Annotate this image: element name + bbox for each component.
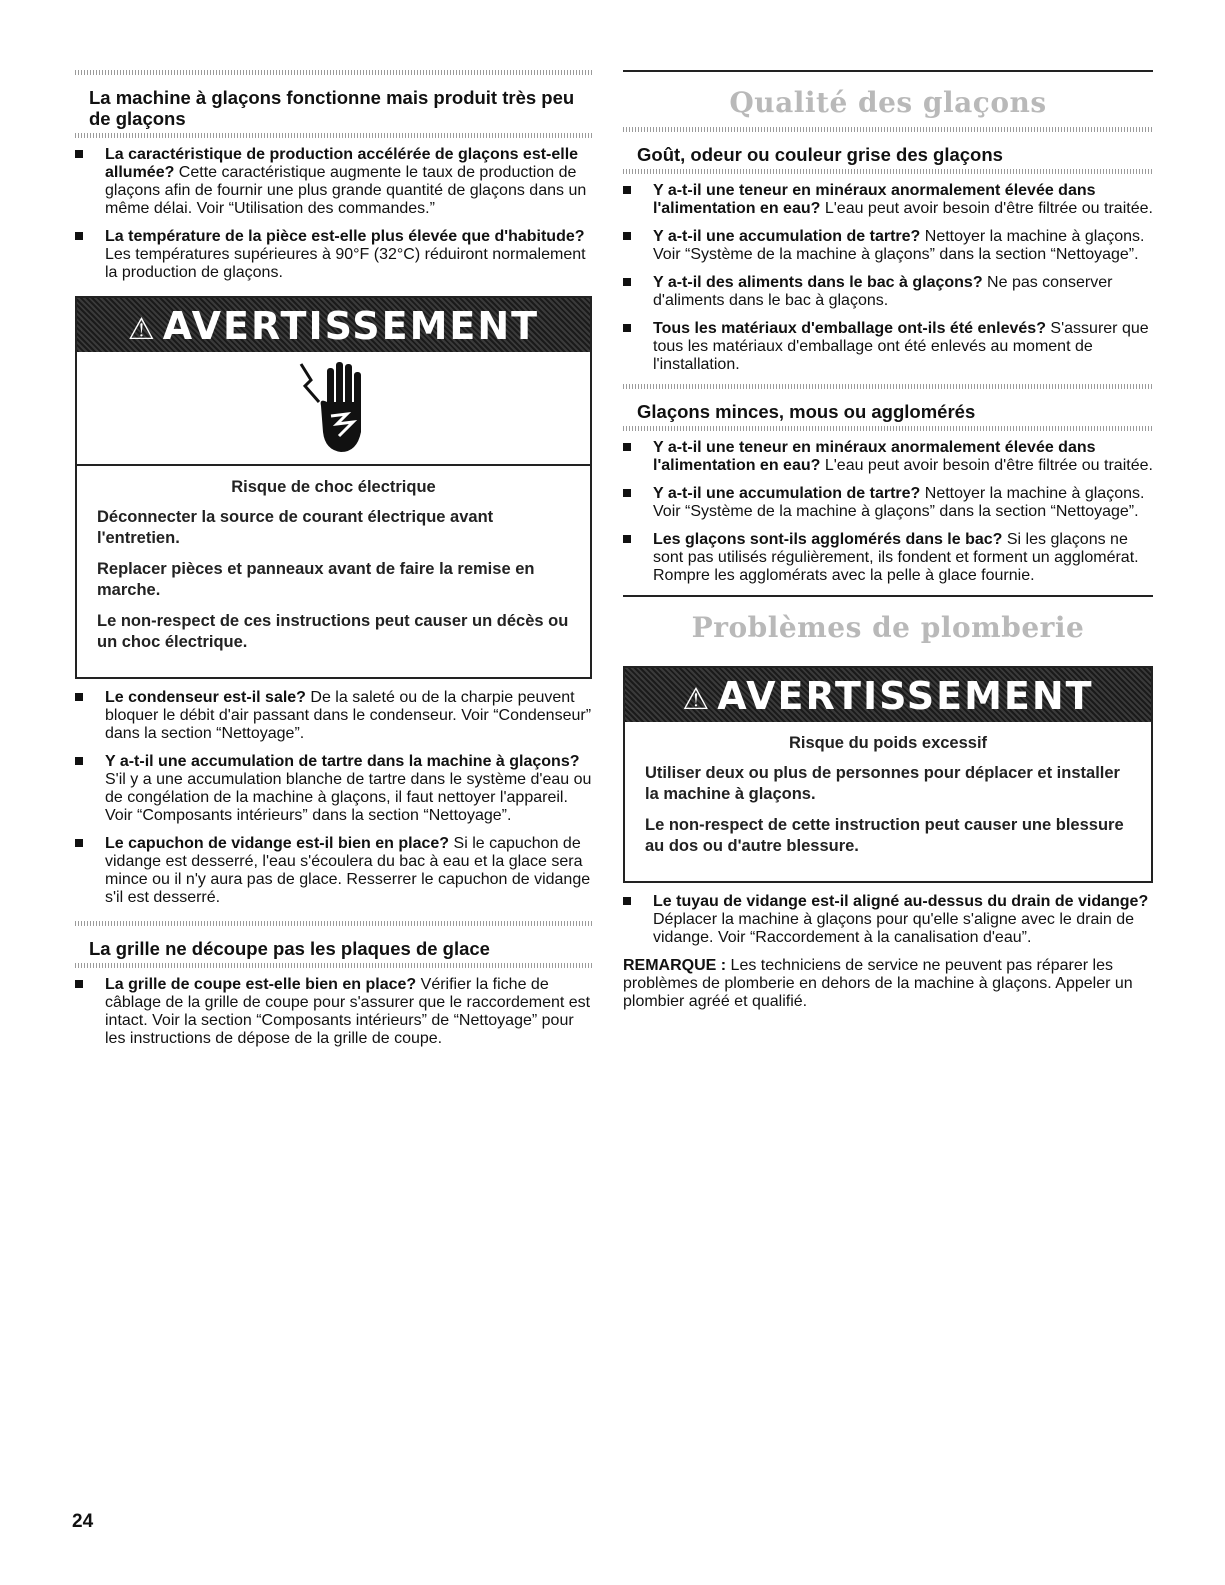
bullet-square-icon xyxy=(75,980,83,988)
remark-text: Les techniciens de service ne peuvent pas réparer les problèmes de plomberie en dehors de la machine à glaçons. Appeler un plombier agréé et qualifié. xyxy=(623,957,1133,1010)
warning-risk-title: Risque du poids excessif xyxy=(788,734,988,752)
bullet-list xyxy=(75,146,592,282)
list-item: Y a-t-il une accumulation de tartre? Nettoyer la machine à glaçons. Voir “Système de la machine à glaçons” dans la section “Nettoyage”. xyxy=(623,485,1153,521)
list-item: Y a-t-il une accumulation de tartre dans la machine à glaçons? S'il y a une accumulation blanche de tartre dans le système d'eau ou de congélation de la machine à glaçons, il faut nettoyer l'appareil. Voir “Composants intérieurs” dans la section “Nettoyage”. xyxy=(75,753,592,825)
heading-low-production: La machine à glaçons fonctionne mais produit très peu de glaçons xyxy=(89,87,575,129)
section-title-plumbing: Problèmes de plomberie xyxy=(691,611,1085,644)
dotted-rule xyxy=(623,169,1153,174)
list-item: Le capuchon de vidange est-il bien en place? Si le capuchon de vidange est desserré, l'eau s'écoulera du bac à eau et la glace sera mince ou il n'y aura pas de glace. Resserrer le capuchon de vidange s'il est desserré. xyxy=(75,835,592,907)
warning-line: Utiliser deux ou plus de personnes pour déplacer et installer la machine à glaçons. xyxy=(645,764,1120,803)
warning-body xyxy=(625,722,1151,881)
list-item: La caractéristique de production accélérée de glaçons est-elle allumée? Cette caractéristique augmente le taux de production de glaçons afin de fournir une plus grande quantité de glaçons dans un même délai. Voir “Utilisation des commandes.” xyxy=(75,146,592,218)
list-item: Y a-t-il des aliments dans le bac à glaçons? Ne pas conserver d'aliments dans le bac à glaçons. xyxy=(623,274,1153,310)
heading-taste-odor: Goût, odeur ou couleur grise des glaçons xyxy=(637,144,1003,165)
page-number: 24 xyxy=(72,1511,94,1532)
bullet-square-icon xyxy=(75,839,83,847)
warning-icon-area xyxy=(77,352,590,466)
list-item: Y a-t-il une teneur en minéraux anormalement élevée dans l'alimentation en eau? L'eau peut avoir besoin d'être filtrée ou traitée. xyxy=(623,182,1153,218)
bullet-list xyxy=(75,689,592,907)
list-item: La température de la pièce est-elle plus élevée que d'habitude? Les températures supérieures à 90°F (32°C) réduiront normalement la production de glaçons. xyxy=(75,228,592,282)
bullet-square-icon xyxy=(75,150,83,158)
bullet-square-icon xyxy=(623,186,631,194)
bullet-square-icon xyxy=(75,693,83,701)
bullet-list xyxy=(623,182,1153,374)
warning-body xyxy=(77,466,590,677)
warning-banner: ⚠ AVERTISSEMENT xyxy=(77,298,590,352)
bullet-list xyxy=(623,893,1153,947)
left-column xyxy=(75,70,592,1058)
dotted-rule xyxy=(75,133,592,138)
list-item: La grille de coupe est-elle bien en place? Vérifier la fiche de câblage de la grille de coupe pour s'assurer que le raccordement est intact. Voir la section “Composants intérieurs” de “Nettoyage” pour les instructions de dépose de la grille de coupe. xyxy=(75,976,592,1048)
electric-shock-hand-icon xyxy=(297,358,377,458)
bullet-square-icon xyxy=(623,278,631,286)
warning-box-weight xyxy=(623,666,1153,883)
warning-line: Replacer pièces et panneaux avant de faire la remise en marche. xyxy=(97,560,535,599)
bullet-square-icon xyxy=(623,443,631,451)
section-title-ice-quality: Qualité des glaçons xyxy=(729,86,1047,119)
dotted-rule xyxy=(623,426,1153,431)
heading-thin-soft: Glaçons minces, mous ou agglomérés xyxy=(637,401,976,422)
bullet-list xyxy=(75,976,592,1048)
warning-box-electric xyxy=(75,296,592,679)
warning-banner: ⚠ AVERTISSEMENT xyxy=(625,668,1151,722)
list-item: Les glaçons sont-ils agglomérés dans le bac? Si les glaçons ne sont pas utilisés régulièrement, ils fondent et forment un agglomérat. Rompre les agglomérats avec la pelle à glace fournie. xyxy=(623,531,1153,585)
right-column xyxy=(623,70,1153,1011)
bullet-square-icon xyxy=(623,897,631,905)
warning-triangle-icon: ⚠ xyxy=(682,682,712,717)
bullet-square-icon xyxy=(623,489,631,497)
warning-line: Déconnecter la source de courant électrique avant l'entretien. xyxy=(97,508,494,547)
warning-triangle-icon: ⚠ xyxy=(127,312,157,347)
warning-line: Le non-respect de cette instruction peut causer une blessure au dos ou d'autre blessure. xyxy=(645,816,1124,855)
list-item: Tous les matériaux d'emballage ont-ils été enlevés? S'assurer que tous les matériaux d'emballage ont été enlevés au moment de l'installation. xyxy=(623,320,1153,374)
bullet-list xyxy=(623,439,1153,585)
list-item: Le condenseur est-il sale? De la saleté ou de la charpie peuvent bloquer le débit d'air passant dans le condenseur. Voir “Condenseur” dans la section “Nettoyage”. xyxy=(75,689,592,743)
bullet-square-icon xyxy=(623,535,631,543)
remark-label: REMARQUE : xyxy=(623,957,727,974)
dotted-rule xyxy=(75,963,592,968)
list-item: Y a-t-il une accumulation de tartre? Nettoyer la machine à glaçons. Voir “Système de la machine à glaçons” dans la section “Nettoyage”. xyxy=(623,228,1153,264)
warning-risk-title: Risque de choc électrique xyxy=(231,478,436,496)
bullet-square-icon xyxy=(75,757,83,765)
bullet-square-icon xyxy=(75,232,83,240)
list-item: Y a-t-il une teneur en minéraux anormalement élevée dans l'alimentation en eau? L'eau peut avoir besoin d'être filtrée ou traitée. xyxy=(623,439,1153,475)
list-item: Le tuyau de vidange est-il aligné au-dessus du drain de vidange? Déplacer la machine à glaçons pour qu'elle s'aligne avec le drain de vidange. Voir “Raccordement à la canalisation d'eau”. xyxy=(623,893,1153,947)
warning-line: Le non-respect de ces instructions peut causer un décès ou un choc électrique. xyxy=(97,612,569,651)
remark-paragraph xyxy=(623,957,1153,1011)
heading-grille: La grille ne découpe pas les plaques de glace xyxy=(89,938,490,959)
bullet-square-icon xyxy=(623,232,631,240)
bullet-square-icon xyxy=(623,324,631,332)
